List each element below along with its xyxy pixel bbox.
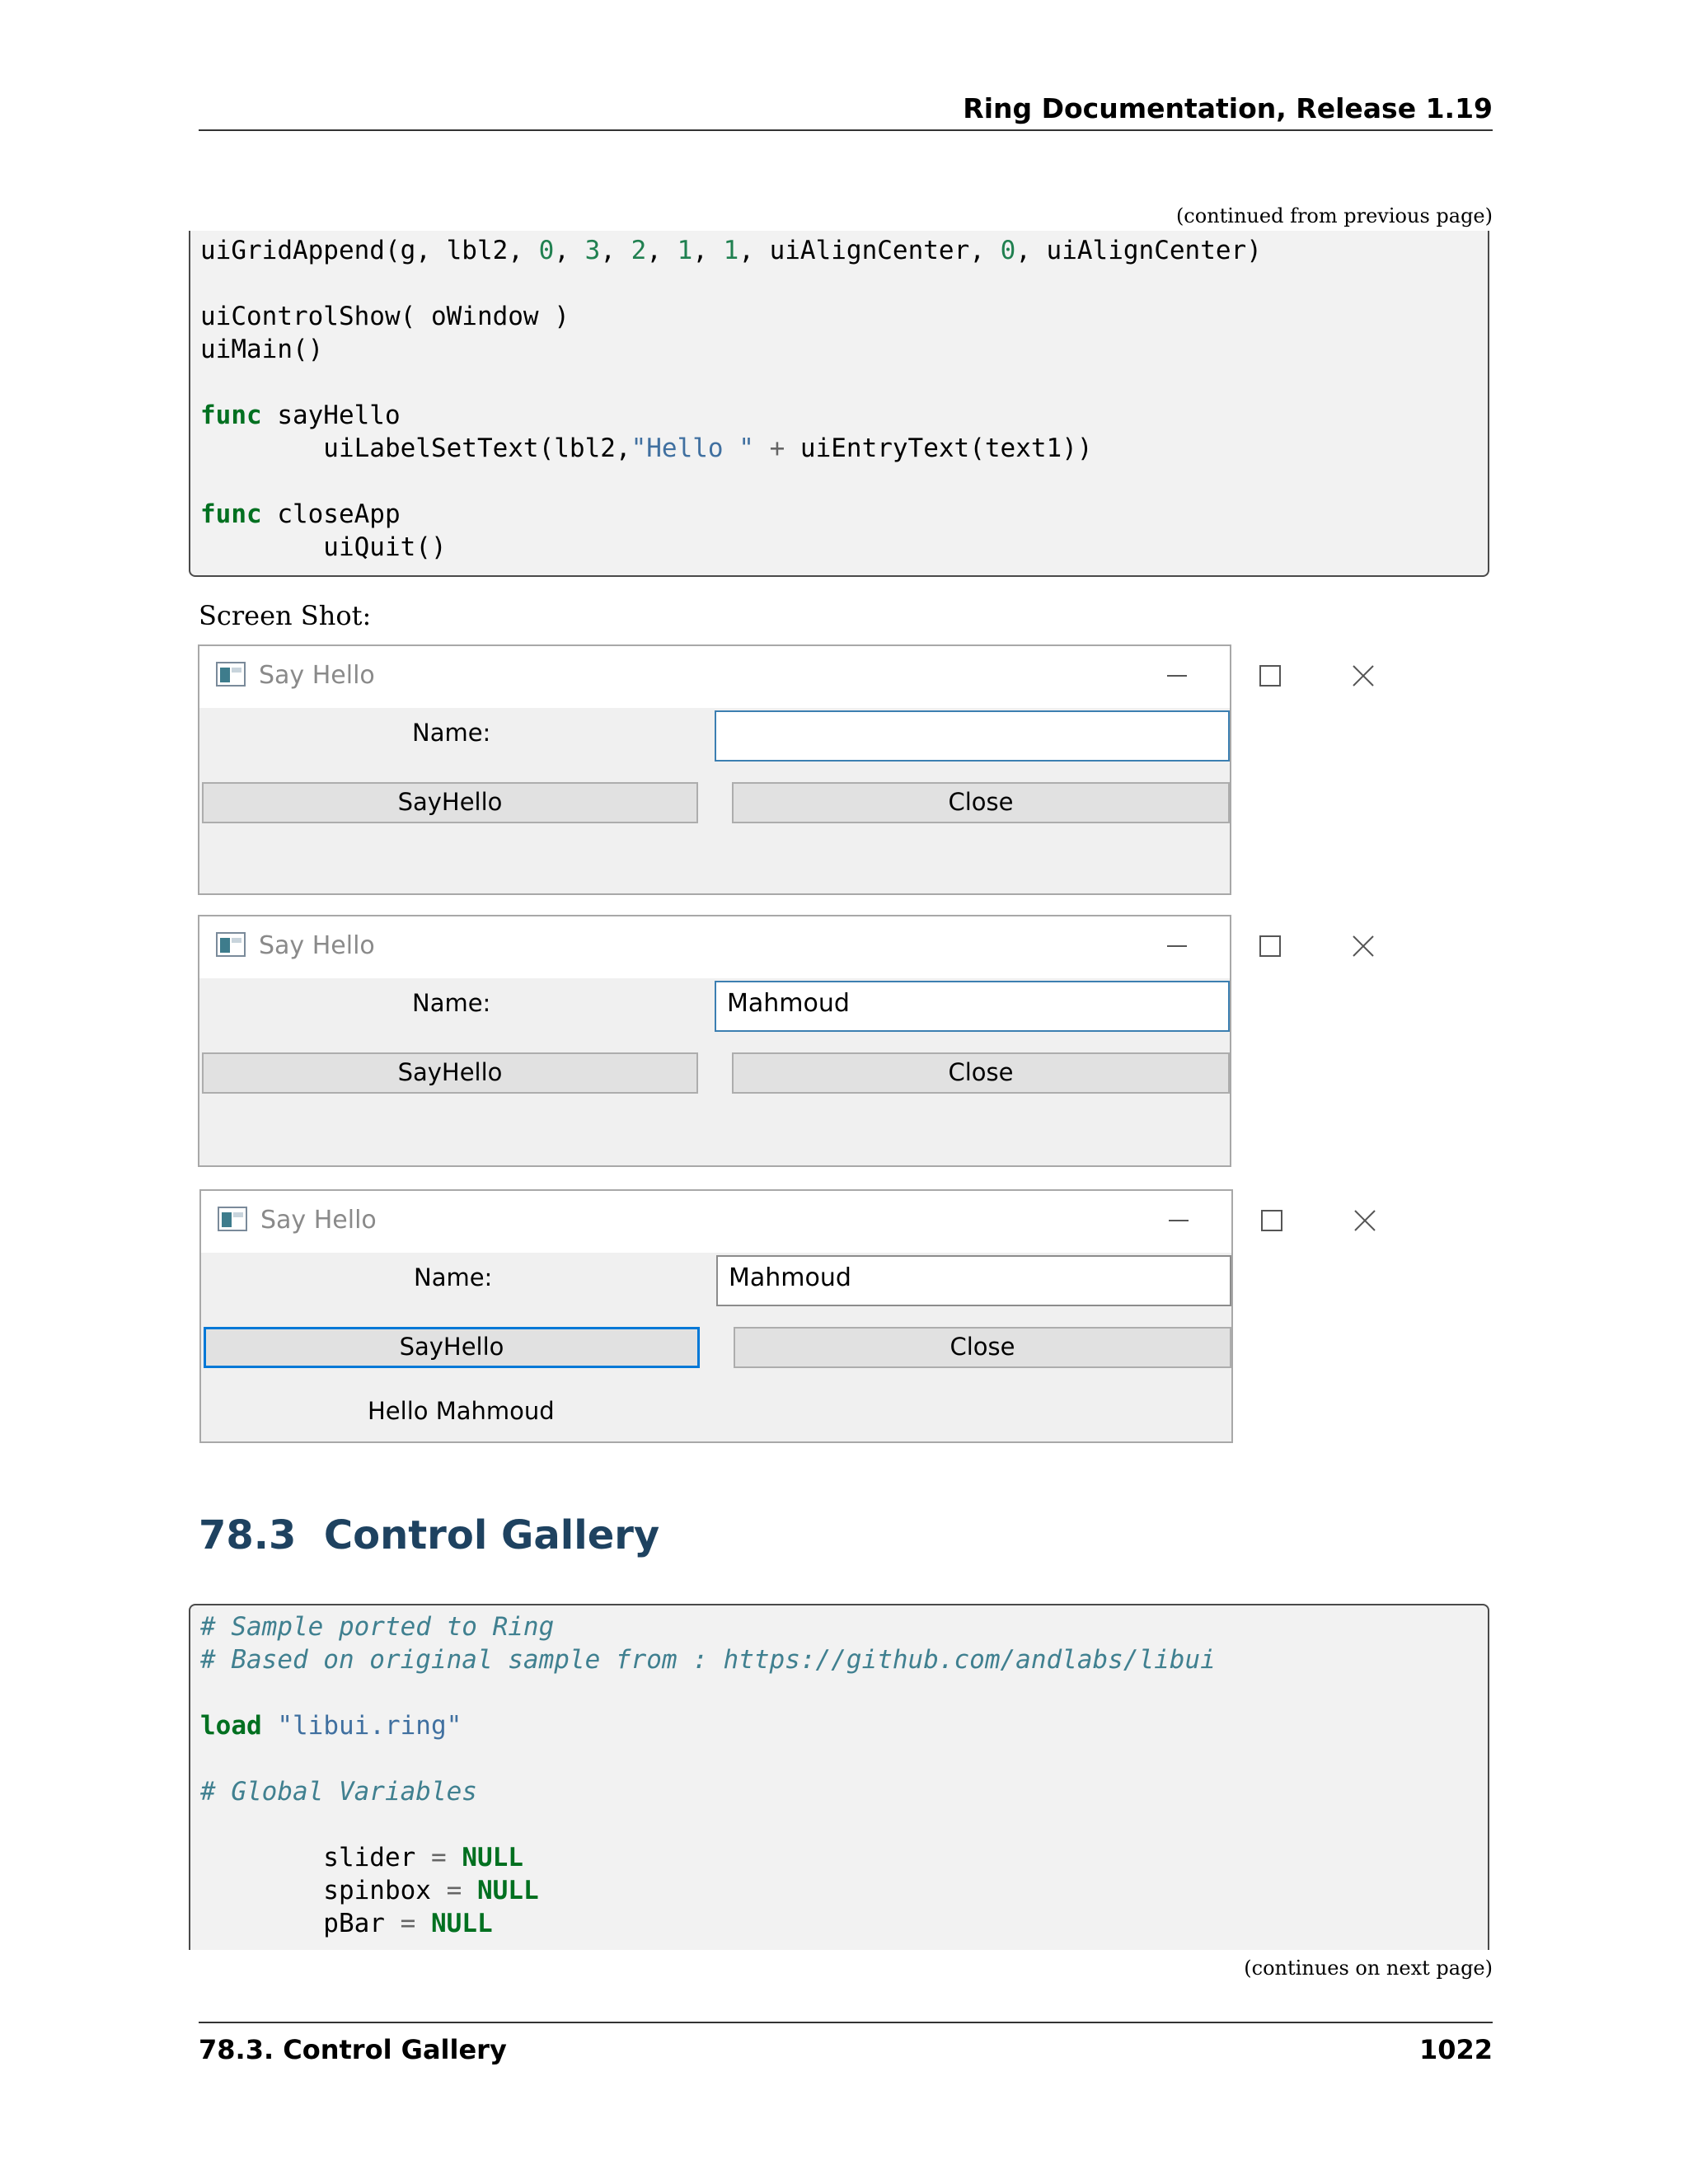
- name-label: Name:: [414, 1263, 493, 1291]
- code-line: [200, 333, 1262, 366]
- minimize-icon[interactable]: [1160, 1202, 1197, 1239]
- window-title: Say Hello: [259, 661, 375, 690]
- code-token: uiQuit(): [200, 532, 447, 562]
- hello-result-label: Hello Mahmoud: [368, 1397, 555, 1425]
- code-token: uiControlShow( oWindow ): [200, 302, 570, 331]
- sayhello-button[interactable]: SayHello: [204, 1327, 700, 1368]
- code-token: NULL: [430, 1909, 493, 1938]
- window-titlebar: [201, 1191, 1231, 1253]
- header-rule: [199, 129, 1493, 131]
- section-number: 78.3: [199, 1512, 297, 1558]
- code-token: [415, 1909, 431, 1938]
- code-token: [462, 1876, 477, 1905]
- maximize-icon[interactable]: [1252, 658, 1288, 694]
- code-line: [200, 1742, 1216, 1775]
- code-line: [200, 1709, 1216, 1742]
- code-block-1: [189, 231, 1489, 577]
- code-line: [200, 300, 1262, 333]
- code-block-2-content: [200, 1610, 1216, 1940]
- code-line: [200, 1808, 1216, 1841]
- name-entry[interactable]: Mahmoud: [715, 981, 1230, 1032]
- say-hello-window-3: [199, 1189, 1233, 1443]
- code-token: uiGridAppend(g, lbl2,: [200, 236, 539, 265]
- code-token: slider: [200, 1843, 431, 1872]
- code-token: 3: [584, 236, 601, 265]
- code-token: =: [446, 1876, 462, 1905]
- code-token: uiEntryText(text1)): [785, 434, 1093, 463]
- code-token: 0: [1000, 236, 1016, 265]
- close-button[interactable]: Close: [734, 1327, 1231, 1368]
- code-token: # Global Variables: [200, 1777, 477, 1807]
- continued-from-note: (continued from previous page): [1175, 204, 1493, 227]
- sayhello-button[interactable]: SayHello: [202, 1052, 698, 1094]
- code-line: [200, 1676, 1216, 1709]
- page-number: 1022: [1418, 2034, 1493, 2065]
- name-entry[interactable]: Mahmoud: [716, 1255, 1231, 1306]
- code-line: [200, 1907, 1216, 1940]
- code-token: =: [430, 1843, 447, 1872]
- code-token: uiLabelSetText(lbl2,: [200, 434, 631, 463]
- code-token: 0: [538, 236, 555, 265]
- code-token: =: [400, 1909, 416, 1938]
- code-line: [200, 432, 1262, 465]
- section-title-text: Control Gallery: [323, 1512, 660, 1558]
- footer-section: 78.3. Control Gallery: [199, 2034, 507, 2065]
- code-token: [447, 1843, 462, 1872]
- code-token: load: [200, 1711, 262, 1741]
- code-line: [200, 531, 1262, 564]
- code-token: # Sample ported to Ring: [200, 1612, 555, 1642]
- say-hello-window-2: [198, 915, 1231, 1167]
- code-line: [200, 399, 1262, 432]
- screen-shot-label: Screen Shot:: [199, 600, 372, 631]
- say-hello-window-1: [198, 644, 1231, 895]
- code-token: pBar: [200, 1909, 401, 1938]
- window-titlebar: [199, 916, 1230, 978]
- code-token: NULL: [462, 1843, 523, 1872]
- code-line: [200, 1775, 1216, 1808]
- app-icon: [218, 1206, 247, 1232]
- footer-rule: [199, 2022, 1493, 2023]
- code-token: ,: [646, 236, 678, 265]
- continues-on-note: (continues on next page): [1244, 1957, 1493, 1980]
- name-label: Name:: [412, 989, 491, 1017]
- maximize-icon[interactable]: [1252, 928, 1288, 964]
- code-token: 1: [723, 236, 739, 265]
- code-line: [200, 1643, 1216, 1676]
- code-token: , uiAlignCenter): [1015, 236, 1262, 265]
- close-button[interactable]: Close: [732, 782, 1230, 823]
- close-icon[interactable]: [1345, 658, 1381, 694]
- code-token: ,: [600, 236, 631, 265]
- sayhello-button[interactable]: SayHello: [202, 782, 698, 823]
- code-token: "Hello ": [631, 434, 754, 463]
- code-line: [200, 498, 1262, 531]
- name-entry[interactable]: [715, 710, 1230, 762]
- close-icon[interactable]: [1347, 1202, 1383, 1239]
- code-block-1-content: [200, 234, 1262, 564]
- code-token: func: [200, 499, 262, 529]
- window-title: Say Hello: [259, 931, 375, 960]
- code-token: [262, 1711, 278, 1741]
- code-line: [200, 465, 1262, 498]
- code-token: 1: [677, 236, 693, 265]
- code-token: 2: [631, 236, 647, 265]
- code-token: "libui.ring": [277, 1711, 462, 1741]
- code-line: [200, 234, 1262, 267]
- code-token: sayHello: [261, 401, 401, 430]
- header-title: Ring Documentation, Release 1.19: [963, 92, 1493, 124]
- section-heading: [199, 1512, 659, 1558]
- code-block-2: [189, 1604, 1489, 1950]
- window-titlebar: [199, 646, 1230, 708]
- code-token: , uiAlignCenter,: [738, 236, 1001, 265]
- code-token: closeApp: [261, 499, 401, 529]
- code-token: +: [769, 434, 785, 463]
- app-icon: [216, 931, 246, 958]
- minimize-icon[interactable]: [1159, 928, 1195, 964]
- code-token: [754, 434, 770, 463]
- code-token: uiMain(): [200, 335, 324, 364]
- app-icon: [216, 661, 246, 687]
- code-token: func: [200, 401, 262, 430]
- close-icon[interactable]: [1345, 928, 1381, 964]
- code-token: ,: [554, 236, 585, 265]
- code-token: ,: [692, 236, 724, 265]
- code-token: spinbox: [200, 1876, 447, 1905]
- code-line: [200, 1874, 1216, 1907]
- maximize-icon[interactable]: [1254, 1202, 1290, 1239]
- code-token: NULL: [476, 1876, 539, 1905]
- close-button[interactable]: Close: [732, 1052, 1230, 1094]
- code-line: [200, 1610, 1216, 1643]
- minimize-icon[interactable]: [1159, 658, 1195, 694]
- code-token: # Based on original sample from : https://github.com/andlabs/libui: [200, 1645, 1216, 1675]
- code-line: [200, 366, 1262, 399]
- name-label: Name:: [412, 719, 491, 747]
- code-line: [200, 1841, 1216, 1874]
- window-title: Say Hello: [260, 1206, 377, 1235]
- code-line: [200, 267, 1262, 300]
